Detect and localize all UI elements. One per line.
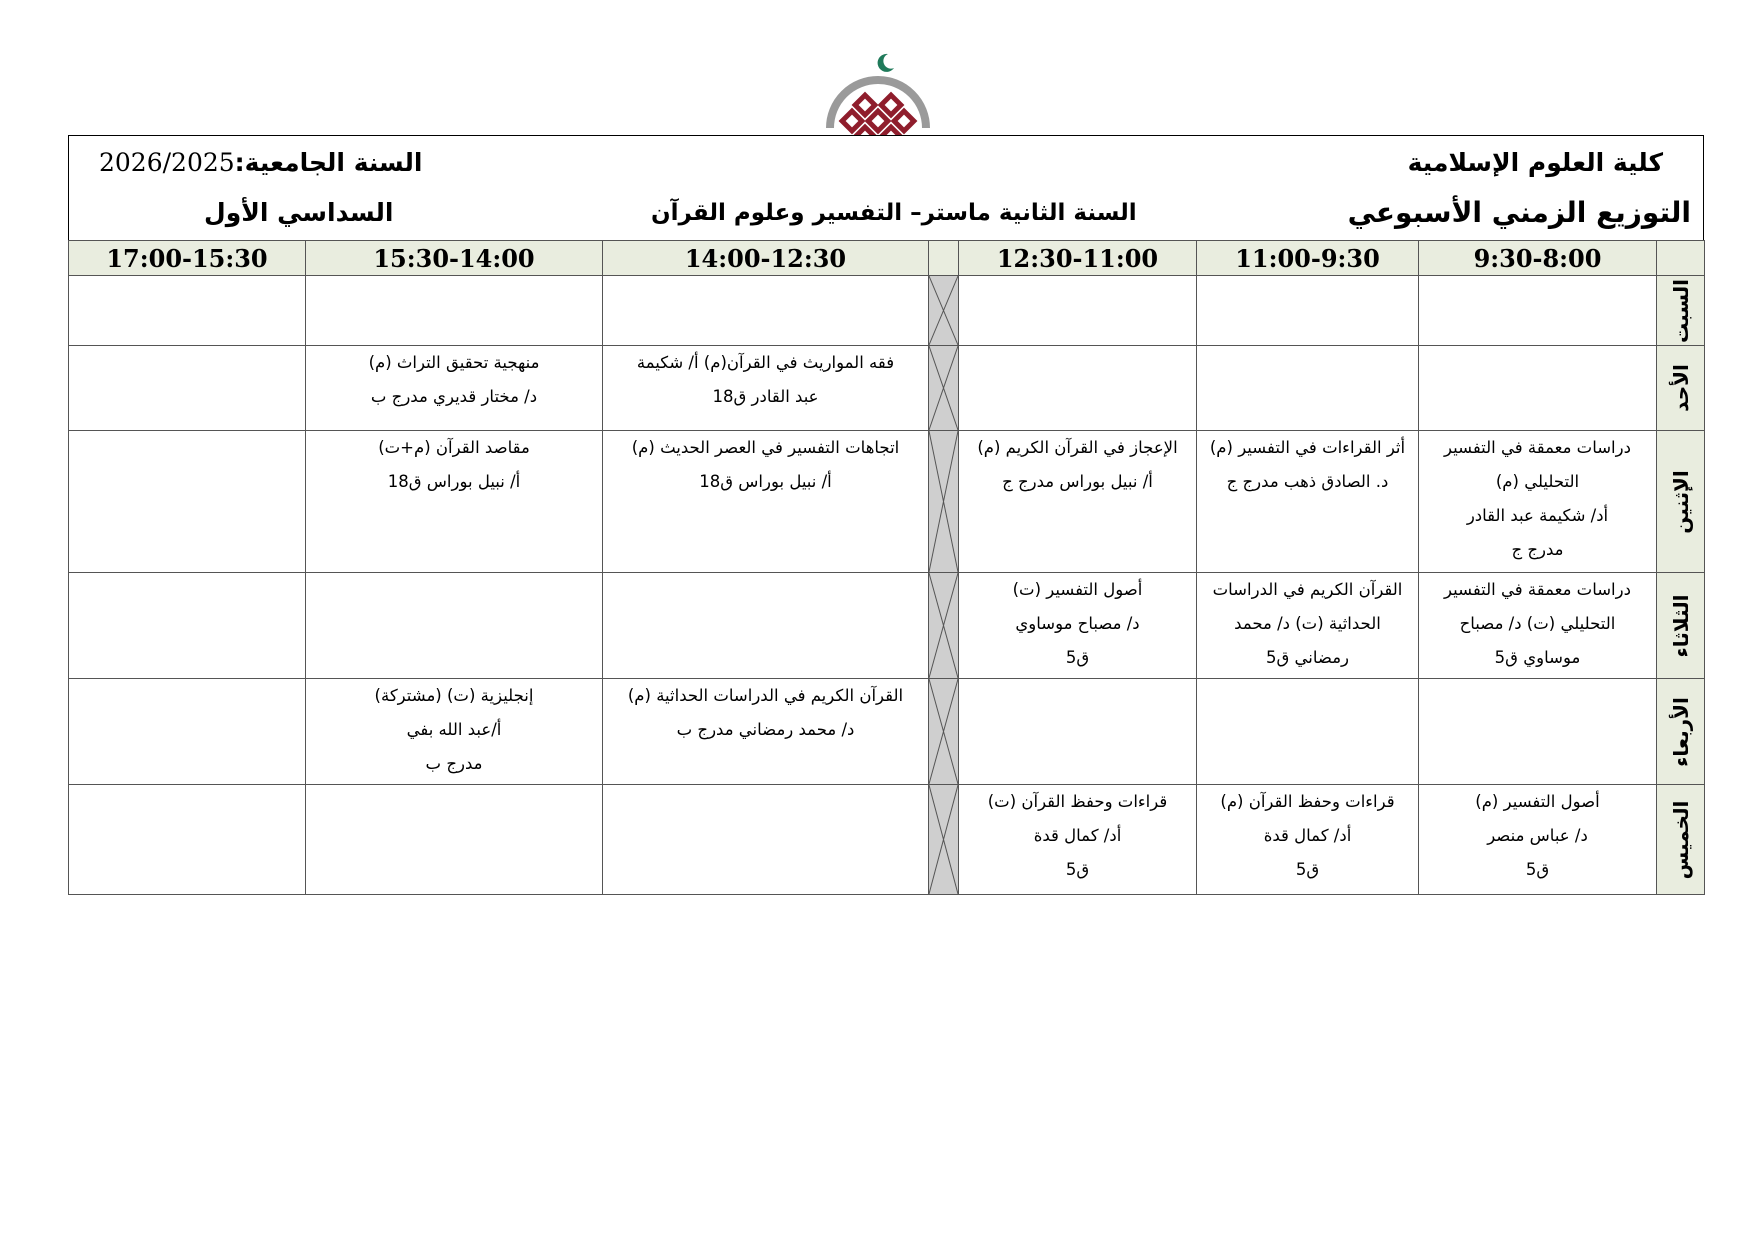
cell-line: أ/ نبيل بوراس ق18 [699, 472, 832, 491]
table-row [69, 573, 1705, 679]
cell-line: القرآن الكريم في الدراسات الحداثية (م) [627, 686, 904, 705]
cell-line: أ/عبد الله بفي [406, 720, 502, 739]
day-label: السبت [1668, 278, 1693, 343]
cell-line: ق5 [1295, 860, 1320, 879]
cell-line: مدرج ج [1511, 540, 1564, 559]
schedule-cell [603, 431, 929, 573]
break-header [929, 241, 959, 276]
schedule-cell [1419, 679, 1657, 785]
cell-line: ق5 [1525, 860, 1550, 879]
cell-line: دراسات معمقة في التفسير [1444, 438, 1631, 457]
schedule-cell [69, 431, 306, 573]
time-slot-header: 15:30-14:00 [306, 241, 603, 276]
schedule-cell [306, 573, 603, 679]
cell-line: اتجاهات التفسير في العصر الحديث (م) [631, 438, 900, 457]
schedule-cell [1419, 573, 1657, 679]
schedule-cell [306, 276, 603, 346]
cell-line: عبد القادر ق18 [712, 387, 819, 406]
schedule-cell [959, 431, 1197, 573]
schedule-cell [959, 346, 1197, 431]
program-title [651, 200, 1137, 226]
time-slot-header: 14:00-12:30 [603, 241, 929, 276]
schedule-cell [1197, 276, 1419, 346]
break-cell [929, 679, 959, 785]
schedule-cell [1197, 431, 1419, 573]
schedule-cell [1419, 431, 1657, 573]
day-cell [1657, 679, 1705, 785]
day-cell [1657, 276, 1705, 346]
break-cell [929, 276, 959, 346]
day-label: الأحد [1668, 364, 1693, 412]
table-row [69, 679, 1705, 785]
day-label: الإثنين [1668, 469, 1693, 534]
cell-line: ق5 [1065, 648, 1090, 667]
schedule-cell [959, 276, 1197, 346]
schedule-cell [69, 276, 306, 346]
academic-year-value: 2026/2025 [99, 148, 235, 177]
academic-year-label: السنة الجامعية: [234, 148, 423, 177]
schedule-cell [306, 431, 603, 573]
day-cell [1657, 785, 1705, 895]
cell-line: دراسات معمقة في التفسير [1444, 580, 1631, 599]
table-row [69, 276, 1705, 346]
cell-line: أصول التفسير (ت) [1012, 580, 1143, 599]
day-label: الخميس [1668, 800, 1693, 879]
schedule-cell [603, 573, 929, 679]
semester-title: السداسي الأول [204, 198, 394, 227]
cell-line: أ/ نبيل بوراس ق18 [387, 472, 521, 491]
time-slot-header: 9:30-8:00 [1419, 241, 1657, 276]
cell-line: أد/ شكيمة عبد القادر [1466, 506, 1609, 525]
schedule-header [68, 135, 1704, 240]
cell-line: قراءات وحفظ القرآن (م) [1220, 792, 1395, 811]
cell-line: أصول التفسير (م) [1475, 792, 1600, 811]
cell-line: قراءات وحفظ القرآن (ت) [987, 792, 1168, 811]
schedule-cell [603, 346, 929, 431]
cell-line: موساوي ق5 [1494, 648, 1581, 667]
schedule-cell [69, 679, 306, 785]
schedule-cell [959, 573, 1197, 679]
time-slot-header: 12:30-11:00 [959, 241, 1197, 276]
schedule-cell [1197, 679, 1419, 785]
schedule-cell [69, 346, 306, 431]
cell-line: القرآن الكريم في الدراسات [1212, 580, 1403, 599]
cell-line: الحداثية (ت) د/ محمد [1234, 614, 1381, 633]
cell-line: د/ مصباح موساوي [1015, 614, 1140, 633]
schedule-cell [306, 679, 603, 785]
schedule-cell [1197, 785, 1419, 895]
schedule-cell [306, 346, 603, 431]
schedule-cell [959, 785, 1197, 895]
time-slot-header: 11:00-9:30 [1197, 241, 1419, 276]
cell-line: فقه المواريث في القرآن(م) أ/ شكيمة [636, 353, 895, 372]
faculty-name: كلية العلوم الإسلامية [1407, 148, 1663, 177]
schedule-cell [1419, 276, 1657, 346]
schedule-cell [603, 679, 929, 785]
day-cell [1657, 346, 1705, 431]
break-cell [929, 573, 959, 679]
day-label: الأربعاء [1668, 696, 1693, 767]
time-slot-header: 17:00-15:30 [69, 241, 306, 276]
day-label: الثلاثاء [1668, 594, 1693, 657]
day-cell [1657, 431, 1705, 573]
program-specialty: التفسير وعلوم القرآن [651, 200, 911, 226]
cell-line: أد/ كمال قدة [1033, 826, 1122, 845]
schedule-cell [69, 573, 306, 679]
cell-line: منهجية تحقيق التراث (م) [368, 353, 540, 372]
weekly-schedule-title: التوزيع الزمني الأسبوعي [1347, 196, 1691, 229]
table-row [69, 785, 1705, 895]
break-cell [929, 346, 959, 431]
academic-year [99, 148, 422, 177]
schedule-cell [1197, 346, 1419, 431]
cell-line: أد/ كمال قدة [1263, 826, 1352, 845]
schedule-cell [69, 785, 306, 895]
table-row [69, 346, 1705, 431]
cell-line: د/ عباس منصر [1487, 826, 1588, 845]
schedule-cell [603, 276, 929, 346]
cell-line: د. الصادق ذهب مدرج ج [1226, 472, 1389, 491]
schedule-cell [1419, 346, 1657, 431]
table-row [69, 431, 1705, 573]
cell-line: التحليلي (ت) د/ مصباح [1459, 614, 1616, 633]
program-level: السنة الثانية ماستر– [910, 200, 1137, 226]
cell-line: مدرج ب [425, 754, 483, 773]
corner-cell [1657, 241, 1705, 276]
cell-line: التحليلي (م) [1495, 472, 1580, 491]
day-cell [1657, 573, 1705, 679]
cell-line: ق5 [1065, 860, 1090, 879]
timetable [68, 240, 1705, 895]
schedule-cell [603, 785, 929, 895]
cell-line: أثر القراءات في التفسير (م) [1209, 438, 1406, 457]
cell-line: مقاصد القرآن (م+ت) [378, 438, 530, 457]
schedule-cell [1197, 573, 1419, 679]
cell-line: الإعجاز في القرآن الكريم (م) [977, 438, 1178, 457]
schedule-cell [306, 785, 603, 895]
cell-line: إنجليزية (ت) (مشتركة) [374, 686, 534, 705]
cell-line: د/ مختار قديري مدرج ب [370, 387, 538, 406]
break-cell [929, 785, 959, 895]
cell-line: د/ محمد رمضاني مدرج ب [676, 720, 855, 739]
cell-line: أ/ نبيل بوراس مدرج ج [1002, 472, 1153, 491]
schedule-cell [959, 679, 1197, 785]
schedule-cell [1419, 785, 1657, 895]
cell-line: رمضاني ق5 [1265, 648, 1350, 667]
break-cell [929, 431, 959, 573]
